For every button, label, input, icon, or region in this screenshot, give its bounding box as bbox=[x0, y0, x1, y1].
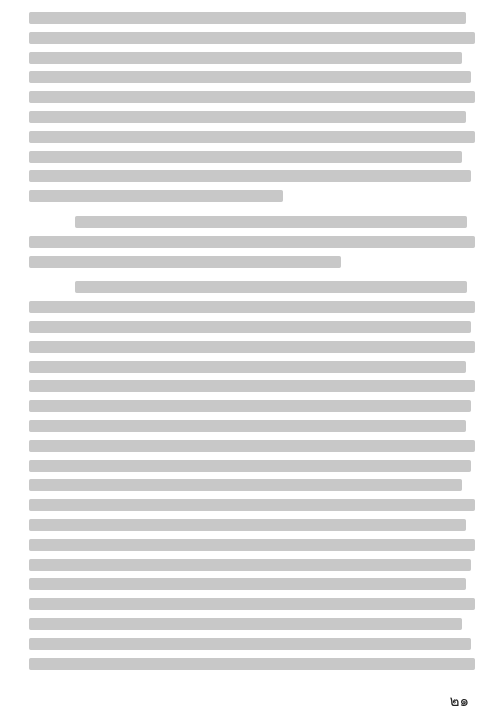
text-line-placeholder bbox=[29, 479, 462, 491]
text-line-placeholder bbox=[29, 190, 283, 202]
text-line-placeholder bbox=[29, 598, 475, 610]
text-line-placeholder bbox=[29, 519, 466, 531]
text-line-placeholder bbox=[29, 380, 475, 392]
text-line-placeholder bbox=[29, 559, 471, 571]
text-line-placeholder bbox=[29, 151, 462, 163]
text-line-placeholder bbox=[29, 52, 462, 64]
text-line-placeholder bbox=[29, 420, 466, 432]
text-line-placeholder bbox=[29, 361, 466, 373]
text-line-placeholder bbox=[29, 539, 475, 551]
text-line-placeholder bbox=[29, 170, 471, 182]
text-line-placeholder bbox=[29, 578, 466, 590]
text-line-placeholder bbox=[75, 216, 467, 228]
text-line-placeholder bbox=[29, 499, 475, 511]
text-line-placeholder bbox=[75, 281, 467, 293]
text-line-placeholder bbox=[29, 91, 475, 103]
text-line-placeholder bbox=[29, 256, 341, 268]
text-line-placeholder bbox=[29, 658, 475, 670]
text-line-placeholder bbox=[29, 236, 475, 248]
text-line-placeholder bbox=[29, 321, 471, 333]
text-line-placeholder bbox=[29, 618, 462, 630]
text-line-placeholder bbox=[29, 301, 475, 313]
text-line-placeholder bbox=[29, 71, 471, 83]
page-number: ๒๑ bbox=[449, 692, 469, 710]
text-line-placeholder bbox=[29, 12, 466, 24]
body-text bbox=[29, 12, 475, 677]
text-line-placeholder bbox=[29, 341, 475, 353]
text-line-placeholder bbox=[29, 32, 475, 44]
text-line-placeholder bbox=[29, 400, 471, 412]
text-line-placeholder bbox=[29, 131, 475, 143]
text-line-placeholder bbox=[29, 460, 471, 472]
text-line-placeholder bbox=[29, 111, 466, 123]
text-line-placeholder bbox=[29, 440, 475, 452]
text-line-placeholder bbox=[29, 638, 471, 650]
